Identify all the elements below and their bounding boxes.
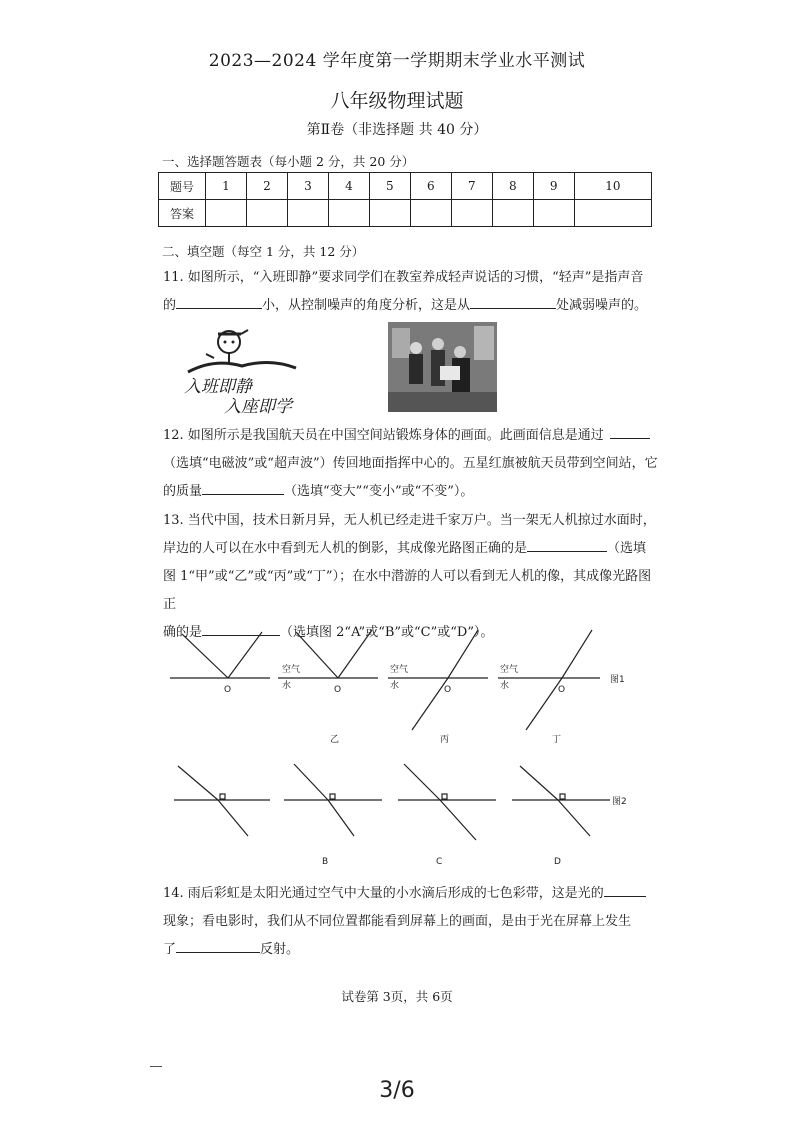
quiet-slogan-1: 入班即静 — [184, 377, 252, 397]
fig1-ray — [296, 632, 338, 678]
fig1-air-label: 空气 — [390, 665, 409, 675]
q14-line2: 现象；看电影时，我们从不同位置都能看到屏幕上的画面，是由于光在屏幕上发生 — [163, 914, 632, 929]
quiet-class-illustration — [184, 320, 304, 417]
answer-table — [158, 172, 652, 227]
number-cell: 9 — [533, 173, 574, 200]
q13-blank-1[interactable] — [527, 537, 607, 552]
q11-line1: 11. 如图所示，“入班即静”要求同学们在教室养成轻声说话的习惯，“轻声”是指声音 — [163, 270, 644, 285]
q13-line2: 岸边的人可以在水中看到无人机的倒影，其成像光路图正确的是 （选填 — [163, 535, 663, 563]
number-cell: 8 — [492, 173, 533, 200]
astronaut-photo-image — [388, 322, 497, 412]
answer-cell[interactable] — [533, 200, 574, 227]
q12-blank-1[interactable] — [610, 424, 650, 439]
exam-subject: 八年级物理试题 — [330, 90, 464, 112]
answer-cell[interactable] — [574, 200, 651, 227]
fig2-ray — [440, 800, 476, 840]
fig1-air-label: 空气 — [282, 665, 301, 675]
fig1-water-label: 水 — [282, 681, 292, 691]
q14-line3: 了 反射。 — [163, 936, 663, 964]
number-cell: 1 — [206, 173, 247, 200]
fig2-caption: C — [436, 857, 443, 867]
quiet-slogan-2: 入座即学 — [224, 397, 292, 417]
fig2-ray — [178, 766, 218, 800]
fig1-ray — [412, 678, 448, 730]
answer-cell[interactable] — [410, 200, 451, 227]
fig1-caption: 乙 — [330, 735, 340, 745]
volume-title: 第Ⅱ卷（非选择题 共 40 分） — [306, 122, 488, 138]
number-cell: 7 — [451, 173, 492, 200]
question-11 — [163, 264, 663, 320]
fig2-ray — [520, 766, 558, 800]
number-cell: 3 — [287, 173, 328, 200]
q14-blank-2[interactable] — [176, 938, 260, 953]
fig2-caption: B — [322, 857, 329, 867]
number-cell: 5 — [369, 173, 410, 200]
fig1-water-label: 水 — [500, 681, 510, 691]
fig1-ray — [182, 634, 228, 678]
q12-line2: （选填“电磁波”或“超声波”）传回地面指挥中心的。五星红旗被航天员带到空间站，它 — [163, 456, 658, 471]
fig2-normal-mark — [442, 794, 447, 799]
row-label-number: 题号 — [159, 173, 206, 200]
fig1-label: 图1 — [610, 675, 625, 685]
q11-blank-2[interactable] — [470, 294, 556, 309]
q12-line1: 12. 如图所示是我国航天员在中国空间站锻炼身体的画面。此画面信息是通过 — [163, 422, 663, 450]
fig1-ray — [228, 632, 262, 678]
fig2-ray — [404, 764, 440, 800]
q13-line3: 图 1“甲”或“乙”或“丙”或“丁”）；在水中潜游的人可以看到无人机的像，其成像光路图正 — [163, 569, 652, 612]
q12-blank-2[interactable] — [202, 480, 284, 495]
fig1-origin-label: O — [558, 685, 566, 695]
q14-blank-1[interactable] — [604, 882, 646, 897]
q11-blank-1[interactable] — [176, 294, 262, 309]
fig2-ray — [558, 800, 590, 836]
scan-mark — [150, 1066, 162, 1067]
q14-line1: 14. 雨后彩虹是太阳光通过空气中大量的小水滴后形成的七色彩带，这是光的 — [163, 880, 663, 908]
question-14 — [163, 880, 663, 964]
figure-1-reflection-diagrams — [160, 620, 640, 750]
fig1-origin-label: O — [334, 685, 342, 695]
page-footer: 试卷第 3页，共 6页 — [341, 989, 453, 1004]
question-12 — [163, 422, 663, 506]
fig1-air-label: 空气 — [500, 665, 519, 675]
answer-table-answer-row — [159, 200, 652, 227]
fig1-caption: 丁 — [552, 735, 562, 745]
fig1-water-label: 水 — [390, 681, 400, 691]
number-cell: 6 — [410, 173, 451, 200]
q13-line1: 13. 当代中国，技术日新月异，无人机已经走进千家万户。当一架无人机掠过水面时， — [163, 513, 656, 528]
fig2-normal-mark — [330, 794, 335, 799]
answer-table-number-row — [159, 173, 652, 200]
fig1-ray — [448, 630, 478, 678]
exam-title: 2023—2024 学年度第一学期期末学业水平测试 — [208, 51, 586, 71]
fig1-caption: 丙 — [440, 735, 450, 745]
figure-2-refraction-diagrams — [160, 760, 640, 875]
fig2-normal-mark — [560, 794, 565, 799]
number-cell: 2 — [246, 173, 287, 200]
answer-cell[interactable] — [492, 200, 533, 227]
row-label-answer: 答案 — [159, 200, 206, 227]
answer-cell[interactable] — [206, 200, 247, 227]
number-cell: 4 — [328, 173, 369, 200]
fig2-label: 图2 — [612, 797, 627, 807]
fig1-origin-label: O — [224, 685, 232, 695]
fig1-origin-label: O — [444, 685, 452, 695]
answer-cell[interactable] — [451, 200, 492, 227]
section2-heading: 二、填空题（每空 1 分，共 12 分） — [162, 244, 365, 259]
reading-figure-icon — [184, 320, 304, 380]
fig2-ray — [218, 800, 248, 836]
q13-line4: 确的是 （选填图 2“A”或“B”或“C”或“D”）。 — [163, 619, 663, 647]
fig1-ray — [562, 630, 592, 678]
fig2-ray — [328, 800, 354, 836]
fig1-ray — [338, 630, 372, 678]
answer-cell[interactable] — [328, 200, 369, 227]
page-counter: 3/6 — [379, 1078, 415, 1103]
section1-heading: 一、选择题答题表（每小题 2 分，共 20 分） — [162, 154, 415, 169]
q12-line3: 的质量 （选填“变大”“变小”或“不变”）。 — [163, 478, 663, 506]
fig2-caption: D — [554, 857, 561, 867]
astronaut-photo — [388, 322, 497, 412]
answer-cell[interactable] — [246, 200, 287, 227]
fig2-normal-mark — [220, 794, 225, 799]
answer-cell[interactable] — [369, 200, 410, 227]
q11-line2: 的 小，从控制噪声的角度分析，这是从 处减弱噪声的。 — [163, 292, 663, 320]
answer-cell[interactable] — [287, 200, 328, 227]
fig2-ray — [294, 764, 328, 800]
number-cell: 10 — [574, 173, 651, 200]
fig1-ray — [526, 678, 562, 730]
